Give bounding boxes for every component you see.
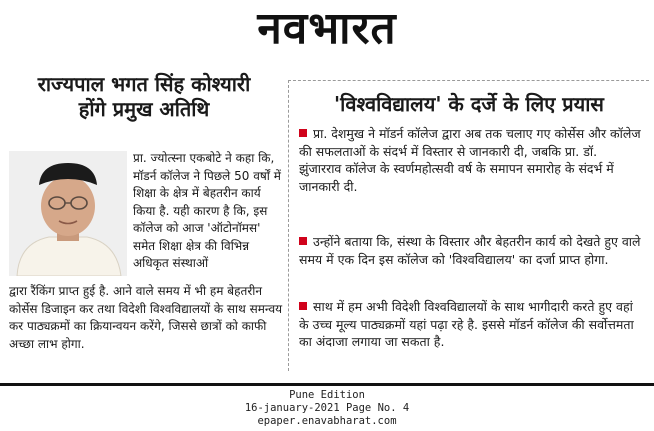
left-headline-line1: राज्यपाल भगत सिंह कोश्यारी: [37, 72, 251, 96]
bullet-square-icon: [299, 237, 307, 245]
footer-edition: Pune Edition: [289, 389, 365, 401]
footer-date-page: 16-january-2021 Page No. 4: [244, 402, 410, 414]
left-headline: [6, 72, 282, 122]
left-article-full-text: द्वारा रैंकिंग प्राप्त हुई है. आने वाले समय में भी हम बेहतरीन कोर्सेस डिजाइन कर तथा विदेशी विश्वविद्यालयों के साथ समन्वय कर पाठ्यक्रमों का क्रियान्वयन करेंगे, जिससे छात्रों को काफी अच्छा लाभ होगा.: [9, 284, 283, 351]
bullet-square-icon: [299, 129, 307, 137]
left-article-wrap-text: प्रा. ज्योत्स्ना एकबोटे ने कहा कि, मॉडर्न कॉलेज ने पिछले 50 वर्षों में शिक्षा के क्षेत्र में बेहतरीन कार्य किया है. यही कारण है कि, इस कॉलेज को आज 'ऑटोनॉमस' समेत शिक्षा क्षेत्र की विभिन्न अधिकृत संस्थाओं: [133, 151, 281, 270]
masthead-logo: नवभारत: [257, 3, 397, 54]
right-paragraph-2: उन्होंने बताया कि, संस्था के विस्तार और बेहतरीन कार्य को देखते हुए वाले समय में एक दिन इस कॉलेज को 'विश्वविद्यालय' का दर्जा प्राप्त होगा.: [299, 234, 641, 267]
left-article: [6, 72, 283, 351]
bullet-square-icon: [299, 302, 307, 310]
footer: [0, 389, 654, 428]
right-paragraph-3: साथ में हम अभी विदेशी विश्वविद्यालयों के साथ भागीदारी करते हुए वहां के उच्च मूल्य पाठ्यक्रमों यहां पढ़ा रहे है. इससे मॉडर्न कॉलेज की सर्वोत्तमता का अंदाजा लगाया जा सकता है.: [299, 299, 634, 349]
right-article: [288, 80, 649, 371]
governor-photo: [9, 151, 127, 276]
right-headline: 'विश्वविद्यालय' के दर्जे के लिए प्रयास: [334, 92, 604, 116]
portrait-illustration: [9, 151, 127, 276]
left-headline-line2: होंगे प्रमुख अतिथि: [78, 97, 210, 121]
footer-site-link[interactable]: epaper.enavabharat.com: [257, 415, 397, 427]
footer-divider: [0, 383, 654, 386]
right-paragraph-1: प्रा. देशमुख ने मॉडर्न कॉलेज द्वारा अब तक चलाए गए कोर्सेस और कॉलेज की सफलताओं के संदर्भ में विस्तार से जानकारी दी, जबकि प्रा. डॉ. झुंजारराव कॉलेज के स्वर्णमहोत्सवी वर्ष के समापन समारोह के संदर्भ में जानकारी दी.: [299, 126, 641, 194]
